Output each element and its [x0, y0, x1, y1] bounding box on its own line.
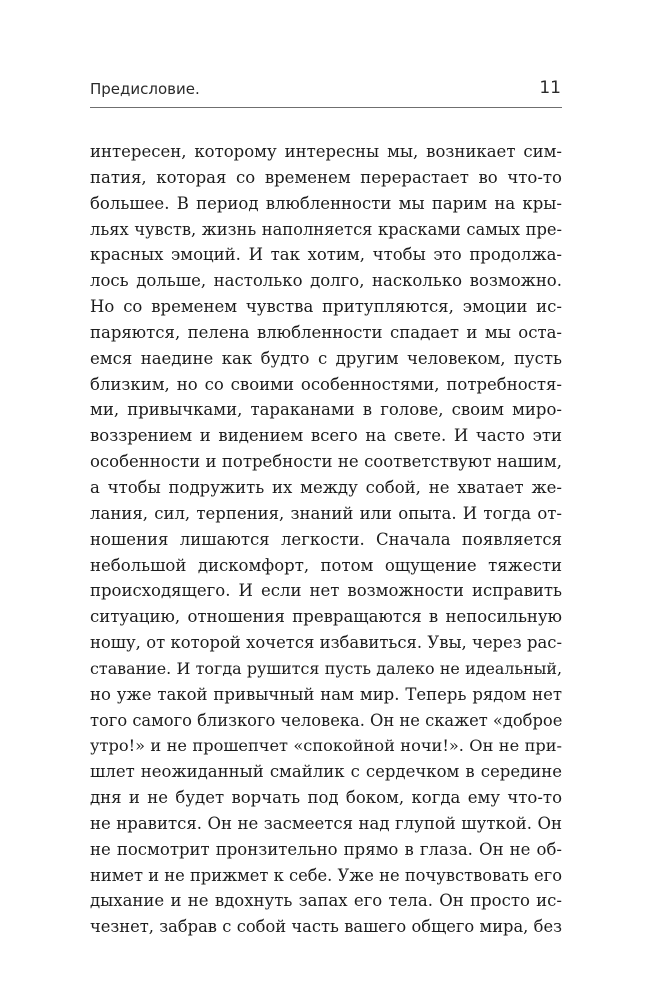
- text-line: патия, которая со временем перерастает во что-то: [90, 167, 562, 187]
- text-line: дня и не будет ворчать под боком, когда ему что-то: [90, 788, 562, 808]
- text-line: Но со временем чувства притупляются, эмоции ис-: [90, 297, 562, 317]
- text-line: особенности и потребности не соответствуют нашим,: [90, 452, 562, 472]
- text-line: небольшой дискомфорт, потом ощущение тяжести: [90, 555, 562, 575]
- text-line: интересен, которому интересны мы, возникает сим-: [90, 142, 562, 161]
- text-line: лось дольше, настолько долго, насколько возможно.: [90, 271, 562, 291]
- text-line: ношу, от которой хочется избавиться. Увы, через рас-: [90, 633, 562, 653]
- text-line: ношения лишаются легкости. Сначала появляется: [90, 529, 562, 549]
- text-line: льях чувств, жизнь наполняется красками самых пре-: [90, 219, 562, 239]
- text-line: лания, сил, терпения, знаний или опыта. И тогда от-: [90, 503, 562, 523]
- text-line: ми, привычками, тараканами в голове, своим миро-: [90, 400, 562, 420]
- text-line: большее. В период влюбленности мы парим на кры-: [90, 193, 562, 213]
- text-line: красных эмоций. И так хотим, чтобы это продолжа-: [90, 245, 562, 265]
- text-line: дыхание и не вдохнуть запах его тела. Он просто ис-: [90, 891, 562, 911]
- text-line: чезнет, забрав с собой часть вашего общего мира, без: [90, 917, 562, 937]
- body-text: [90, 139, 562, 940]
- text-line: происходящего. И если нет возможности исправить: [90, 581, 562, 601]
- header-divider: [90, 107, 562, 108]
- text-line: паряются, пелена влюбленности спадает и мы оста-: [90, 322, 562, 342]
- text-line: емся наедине как будто с другим человеком, пусть: [90, 348, 562, 368]
- text-line: нимет и не прижмет к себе. Уже не почувствовать его: [90, 865, 562, 885]
- text-line: воззрением и видением всего на свете. И часто эти: [90, 426, 562, 446]
- text-line: близким, но со своими особенностями, потребностя-: [90, 374, 562, 394]
- section-title: Предисловие.: [90, 80, 200, 98]
- text-line: а чтобы подружить их между собой, не хватает же-: [90, 477, 562, 497]
- text-line: утро!» и не прошепчет «спокойной ночи!». Он не при-: [90, 736, 562, 756]
- text-line: того самого близкого человека. Он не скажет «доброе: [90, 710, 562, 730]
- text-line: ситуацию, отношения превращаются в непосильную: [90, 607, 562, 627]
- text-line: не нравится. Он не засмеется над глупой шуткой. Он: [90, 813, 562, 833]
- page-number: 11: [539, 78, 561, 98]
- text-line: не посмотрит пронзительно прямо в глаза. Он не об-: [90, 839, 562, 859]
- text-line: ставание. И тогда рушится пусть далеко не идеальный,: [90, 658, 562, 678]
- text-line: шлет неожиданный смайлик с сердечком в середине: [90, 762, 562, 782]
- running-head: [90, 79, 561, 103]
- text-line: но уже такой привычный нам мир. Теперь рядом нет: [90, 684, 562, 704]
